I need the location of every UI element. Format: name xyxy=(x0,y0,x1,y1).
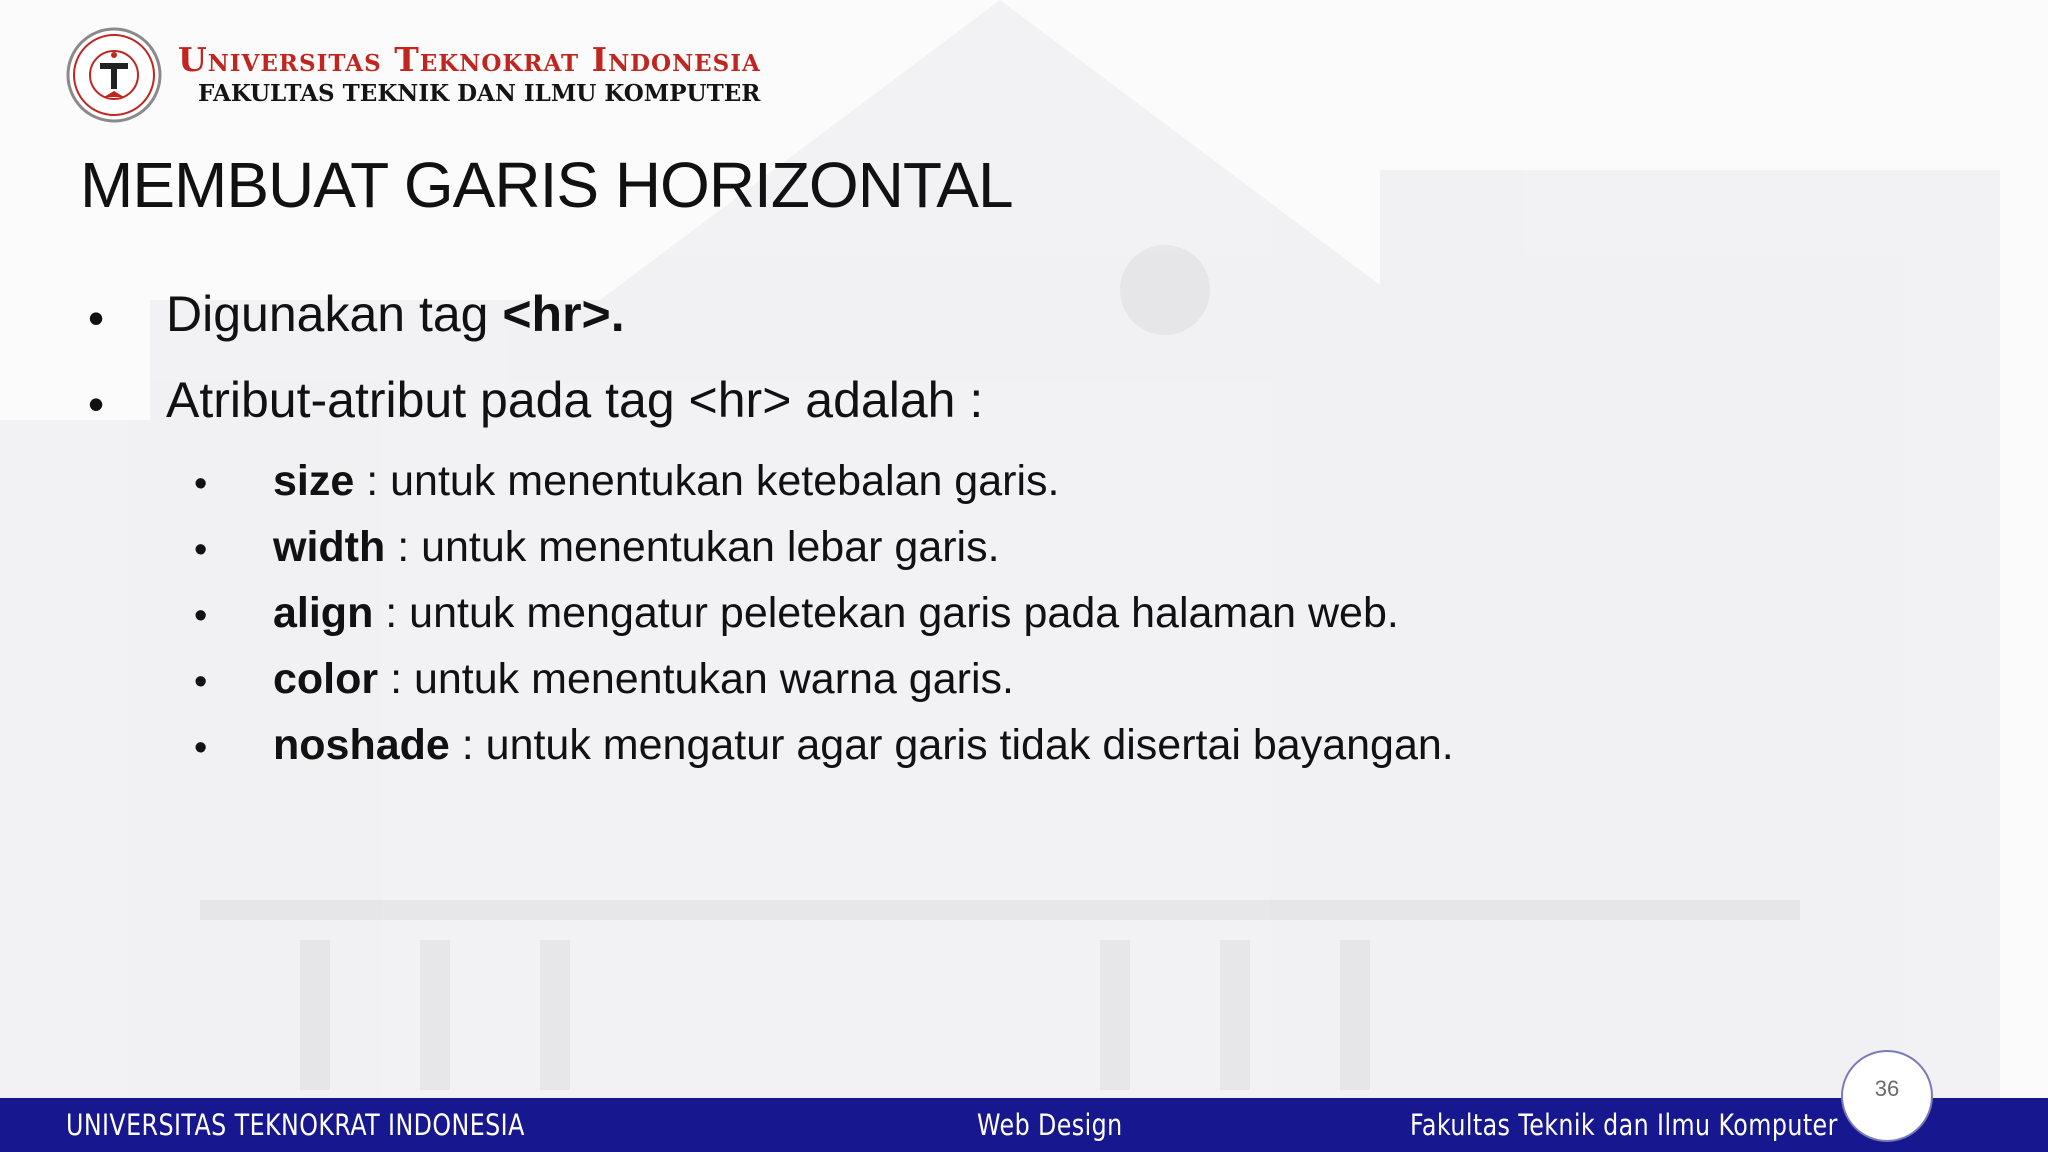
bullet-dot: • xyxy=(194,661,208,703)
bullet-text: Digunakan tag xyxy=(166,286,503,342)
bullet-dot: • xyxy=(194,463,208,505)
footer-bar xyxy=(0,1098,2048,1152)
attribute-desc: : untuk menentukan ketebalan garis. xyxy=(354,457,1060,505)
bullet-bold-text: <hr>. xyxy=(502,286,625,342)
bullet-dot: • xyxy=(194,529,208,571)
sub-bullet-item xyxy=(0,457,2048,523)
slide-title: MEMBUAT GARIS HORIZONTAL xyxy=(80,149,1013,221)
page-number-badge xyxy=(1841,1050,1933,1142)
footer-course: Web Design xyxy=(977,1108,1123,1142)
bullet-item xyxy=(0,285,2048,371)
footer-faculty: Fakultas Teknik dan Ilmu Komputer xyxy=(1410,1108,1838,1142)
attribute-name: color xyxy=(273,655,379,703)
attribute-name: noshade xyxy=(273,721,450,769)
bullet-dot: • xyxy=(88,378,105,430)
sub-bullet-item xyxy=(0,523,2048,589)
page-number: 36 xyxy=(1874,1076,1900,1101)
attribute-name: size xyxy=(273,457,355,505)
sub-bullet-item xyxy=(0,655,2048,721)
bullet-dot: • xyxy=(194,727,208,769)
university-seal-icon xyxy=(64,25,164,125)
attribute-desc: : untuk menentukan lebar garis. xyxy=(385,523,1000,571)
attribute-desc: : untuk menentukan warna garis. xyxy=(378,655,1014,703)
attribute-name: align xyxy=(273,589,374,637)
attribute-desc: : untuk mengatur agar garis tidak disertai bayangan. xyxy=(449,721,1454,769)
bullet-item xyxy=(0,371,2048,457)
footer-university: UNIVERSITAS TEKNOKRAT INDONESIA xyxy=(66,1108,525,1142)
bullet-text: Atribut-atribut pada tag <hr> adalah : xyxy=(166,372,984,428)
university-name: Universitas Teknokrat Indonesia xyxy=(178,40,761,79)
faculty-name: FAKULTAS TEKNIK DAN ILMU KOMPUTER xyxy=(198,80,761,107)
sub-bullet-item xyxy=(0,589,2048,655)
bullet-dot: • xyxy=(194,595,208,637)
sub-bullet-item xyxy=(0,721,2048,787)
attribute-desc: : untuk mengatur peletekan garis pada halaman web. xyxy=(373,589,1399,637)
bullet-dot: • xyxy=(88,292,105,344)
attribute-name: width xyxy=(273,523,386,571)
bullet-list xyxy=(0,285,2048,787)
header xyxy=(64,22,761,128)
